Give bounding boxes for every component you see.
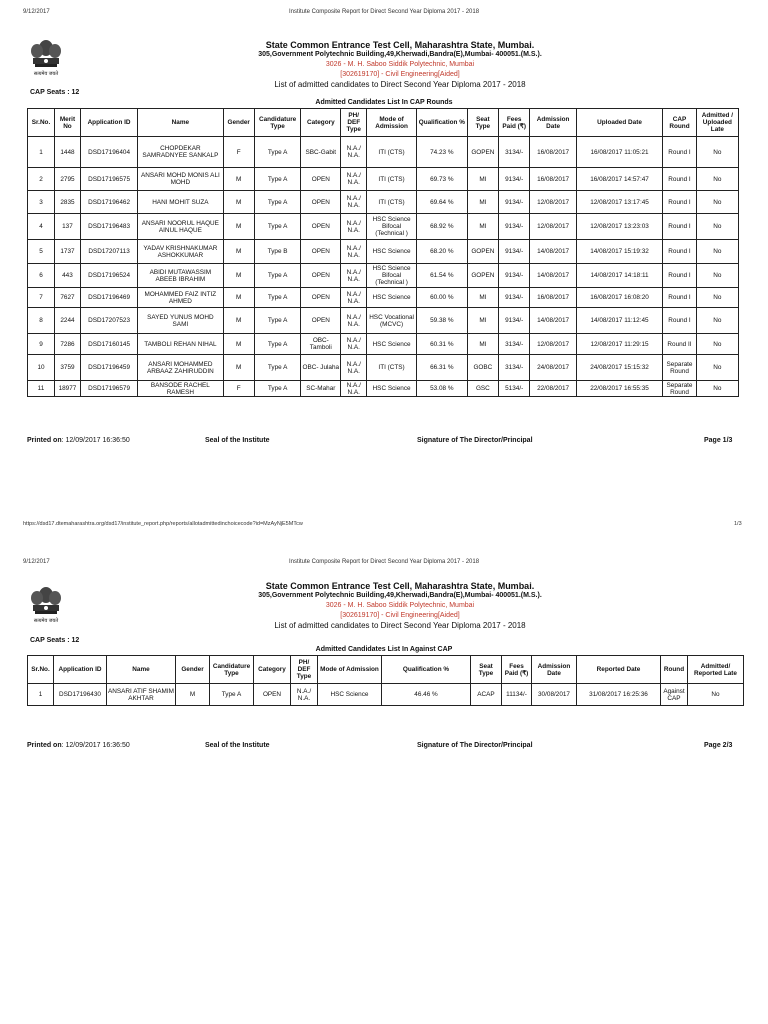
table-row: [28, 168, 739, 191]
table-cell: 12/08/2017 13:17:45: [576, 191, 662, 214]
seal-label: Seal of the Institute: [205, 742, 270, 749]
table-cell: Type A: [254, 214, 300, 240]
table-cell: N.A./ N.A.: [341, 355, 367, 381]
admitted-cap-table: [27, 108, 739, 397]
table-cell: ANSARI MOHAMMED ARBAAZ ZAHIRUDDIN: [138, 355, 223, 381]
table-cell: 9134/-: [499, 191, 530, 214]
column-header: Candidature Type: [210, 656, 254, 684]
table-cell: N.A./ N.A.: [341, 137, 367, 168]
table-cell: No: [696, 355, 738, 381]
table-cell: DSD17196579: [80, 381, 137, 397]
table-cell: 14/08/2017: [530, 240, 576, 264]
table-cell: 74.23 %: [416, 137, 467, 168]
printed-on: Printed on: 12/09/2017 16:36:50: [27, 437, 130, 444]
table-cell: 443: [55, 264, 81, 288]
institute-name: 3026 - M. H. Saboo Siddik Polytechnic, Mumbai: [325, 61, 475, 68]
table-cell: MOHAMMED FAIZ INTIZ AHMED: [138, 288, 223, 308]
column-header: Fees Paid (₹): [499, 109, 530, 137]
table-cell: 9134/-: [499, 308, 530, 334]
table-cell: HSC Science Bifocal (Technical ): [367, 214, 417, 240]
table-cell: 9134/-: [499, 240, 530, 264]
table-cell: 9: [28, 334, 55, 355]
table-cell: 6: [28, 264, 55, 288]
column-header: Uploaded Date: [576, 109, 662, 137]
table-cell: No: [696, 334, 738, 355]
column-header: Admitted / Uploaded Late: [696, 109, 738, 137]
table-cell: HSC Science: [367, 240, 417, 264]
emblem-caption: सत्यमेव जयते: [33, 618, 59, 624]
table-cell: 61.54 %: [416, 264, 467, 288]
table-cell: DSD17207113: [80, 240, 137, 264]
page-url: https://dsd17.dtemaharashtra.org/dsd17/institute_report.php/reports/allotadmittedinchoicecode?id=MzAyNjE5MTcw: [23, 521, 303, 527]
table-cell: OBC- Tamboli: [301, 334, 341, 355]
table-cell: Type A: [254, 308, 300, 334]
table-cell: MI: [467, 191, 498, 214]
table-row: [28, 240, 739, 264]
column-header: Sr.No.: [28, 656, 54, 684]
table-cell: MI: [467, 288, 498, 308]
report-title: Institute Composite Report for Direct Second Year Diploma 2017 - 2018: [288, 9, 480, 15]
table-cell: OPEN: [301, 308, 341, 334]
table-cell: 9134/-: [499, 264, 530, 288]
table-cell: Type A: [254, 288, 300, 308]
table-cell: 3134/-: [499, 334, 530, 355]
table-cell: 18977: [55, 381, 81, 397]
column-header: Round: [661, 656, 688, 684]
cap-seats: CAP Seats : 12: [30, 89, 80, 96]
table-cell: ANSARI MOHD MONIS ALI MOHD: [138, 168, 223, 191]
table-cell: No: [696, 191, 738, 214]
report-title: Institute Composite Report for Direct Second Year Diploma 2017 - 2018: [288, 559, 480, 565]
org-name: State Common Entrance Test Cell, Maharashtra State, Mumbai.: [265, 581, 535, 591]
table-row: [28, 355, 739, 381]
page-number: Page 2/3: [704, 742, 733, 749]
table-cell: HSC Science: [367, 381, 417, 397]
column-header: Mode of Admission: [318, 656, 382, 684]
table-cell: OBC- Julaha: [301, 355, 341, 381]
column-header: Category: [254, 656, 291, 684]
column-header: Admission Date: [532, 656, 577, 684]
table-cell: 7286: [55, 334, 81, 355]
table-cell: HSC Science Bifocal (Technical ): [367, 264, 417, 288]
table-cell: 16/08/2017: [530, 137, 576, 168]
column-header: Gender: [176, 656, 210, 684]
column-header: Mode of Admission: [367, 109, 417, 137]
table-cell: Separate Round: [663, 355, 696, 381]
page-number: Page 1/3: [704, 437, 733, 444]
table-cell: YADAV KRISHNAKUMAR ASHOKKUMAR: [138, 240, 223, 264]
seal-label: Seal of the Institute: [205, 437, 270, 444]
table-cell: 14/08/2017: [530, 308, 576, 334]
table-cell: 53.08 %: [416, 381, 467, 397]
column-header: Admitted/ Reported Late: [688, 656, 744, 684]
table-cell: OPEN: [301, 214, 341, 240]
table-cell: GOPEN: [467, 240, 498, 264]
table-cell: DSD17196404: [80, 137, 137, 168]
table-cell: 12/08/2017: [530, 191, 576, 214]
table-cell: ANSARI ATIF SHAMIM AKHTAR: [107, 684, 176, 706]
table-cell: N.A./ N.A.: [341, 191, 367, 214]
list-title: List of admitted candidates to Direct Second Year Diploma 2017 - 2018: [274, 80, 526, 89]
table-header-row: [28, 656, 744, 684]
table-cell: MI: [467, 308, 498, 334]
table-cell: N.A./ N.A.: [291, 684, 318, 706]
table-header-row: [28, 109, 739, 137]
table-cell: N.A./ N.A.: [341, 288, 367, 308]
table-cell: DSD17160145: [80, 334, 137, 355]
table-cell: HSC Science: [318, 684, 382, 706]
emblem-caption: सत्यमेव जयते: [33, 71, 59, 77]
table-cell: 16/08/2017 11:05:21: [576, 137, 662, 168]
print-date: 9/12/2017: [23, 9, 50, 15]
table-cell: M: [223, 240, 254, 264]
table-cell: DSD17196462: [80, 191, 137, 214]
table-cell: 69.73 %: [416, 168, 467, 191]
table-cell: 2835: [55, 191, 81, 214]
report-header: [130, 40, 670, 90]
table-cell: 59.38 %: [416, 308, 467, 334]
table-cell: 12/08/2017 11:29:15: [576, 334, 662, 355]
table-cell: SC-Mahar: [301, 381, 341, 397]
table-cell: F: [223, 137, 254, 168]
table-cell: 5: [28, 240, 55, 264]
table-cell: MI: [467, 214, 498, 240]
table-cell: GOBC: [467, 355, 498, 381]
table-cell: 30/08/2017: [532, 684, 577, 706]
table-cell: 7: [28, 288, 55, 308]
state-emblem: [26, 585, 66, 630]
table-cell: DSD17196524: [80, 264, 137, 288]
column-header: Merit No: [55, 109, 81, 137]
table-cell: Type A: [210, 684, 254, 706]
table-cell: DSD17196459: [80, 355, 137, 381]
column-header: PH/ DEF Type: [341, 109, 367, 137]
table-cell: 12/08/2017: [530, 214, 576, 240]
list-title: List of admitted candidates to Direct Second Year Diploma 2017 - 2018: [274, 621, 526, 630]
table-cell: 9134/-: [499, 288, 530, 308]
org-name: State Common Entrance Test Cell, Maharashtra State, Mumbai.: [265, 40, 535, 50]
column-header: Qualification %: [382, 656, 471, 684]
report-page-2: [0, 515, 768, 1024]
table-cell: M: [223, 264, 254, 288]
column-header: Sr.No.: [28, 109, 55, 137]
table-cell: ABIDI MUTAWASSIM ABEEB IBRAHIM: [138, 264, 223, 288]
table-cell: Round I: [663, 191, 696, 214]
column-header: Name: [107, 656, 176, 684]
table-cell: Type A: [254, 137, 300, 168]
table-row: [28, 684, 744, 706]
table-cell: 8: [28, 308, 55, 334]
table-cell: ITI (CTS): [367, 137, 417, 168]
table-cell: Round I: [663, 240, 696, 264]
table-cell: 16/08/2017 14:57:47: [576, 168, 662, 191]
table-cell: Round I: [663, 264, 696, 288]
table-cell: 68.92 %: [416, 214, 467, 240]
table-cell: 10: [28, 355, 55, 381]
table-cell: 69.64 %: [416, 191, 467, 214]
table-cell: No: [696, 168, 738, 191]
course-name: [302619170] - Civil Engineering[Aided]: [340, 612, 460, 619]
table-cell: CHOPDEKAR SAMRADNYEE SANKALP: [138, 137, 223, 168]
column-header: Application ID: [80, 109, 137, 137]
table-cell: No: [696, 240, 738, 264]
column-header: Admission Date: [530, 109, 576, 137]
table-cell: 4: [28, 214, 55, 240]
table-cell: 22/08/2017 16:55:35: [576, 381, 662, 397]
table-cell: Type A: [254, 334, 300, 355]
table-cell: 11134/-: [502, 684, 532, 706]
table-cell: Type A: [254, 355, 300, 381]
table-cell: Type A: [254, 191, 300, 214]
table-cell: Round I: [663, 288, 696, 308]
table-cell: MI: [467, 168, 498, 191]
table-cell: 16/08/2017: [530, 168, 576, 191]
table-cell: M: [223, 191, 254, 214]
table-cell: DSD17196469: [80, 288, 137, 308]
table-cell: Against CAP: [661, 684, 688, 706]
table-cell: HANI MOHIT SUZA: [138, 191, 223, 214]
table-cell: Type A: [254, 264, 300, 288]
table-row: [28, 264, 739, 288]
column-header: Application ID: [54, 656, 107, 684]
table-cell: No: [688, 684, 744, 706]
table-row: [28, 137, 739, 168]
column-header: Reported Date: [577, 656, 661, 684]
table-cell: SAYED YUNUS MOHD SAMI: [138, 308, 223, 334]
table-cell: OPEN: [301, 240, 341, 264]
table-cell: 1: [28, 684, 54, 706]
column-header: Candidature Type: [254, 109, 300, 137]
table-cell: N.A./ N.A.: [341, 214, 367, 240]
admitted-against-cap-table: [27, 655, 744, 706]
table-cell: 2244: [55, 308, 81, 334]
table-row: [28, 191, 739, 214]
column-header: Seat Type: [467, 109, 498, 137]
table-cell: Round I: [663, 137, 696, 168]
table-cell: OPEN: [301, 288, 341, 308]
table-cell: N.A./ N.A.: [341, 334, 367, 355]
table-cell: Round II: [663, 334, 696, 355]
org-address: 305,Government Polytechnic Building,49,Kherwadi,Bandra(E),Mumbai- 400051.(M.S.).: [258, 592, 542, 599]
table-cell: 14/08/2017 14:18:11: [576, 264, 662, 288]
table-cell: Round I: [663, 168, 696, 191]
table-cell: TAMBOLI REHAN NIHAL: [138, 334, 223, 355]
table-cell: 22/08/2017: [530, 381, 576, 397]
table-cell: Separate Round: [663, 381, 696, 397]
table-caption-cap: Admitted Candidates List In CAP Rounds: [315, 99, 453, 106]
signature-label: Signature of The Director/Principal: [417, 437, 533, 444]
table-cell: OPEN: [301, 191, 341, 214]
org-address: 305,Government Polytechnic Building,49,Kherwadi,Bandra(E),Mumbai- 400051.(M.S.).: [258, 51, 542, 58]
table-cell: DSD17196483: [80, 214, 137, 240]
table-cell: ITI (CTS): [367, 168, 417, 191]
table-cell: 14/08/2017 15:19:32: [576, 240, 662, 264]
table-cell: DSD17196575: [80, 168, 137, 191]
table-cell: 16/08/2017: [530, 288, 576, 308]
table-cell: 3759: [55, 355, 81, 381]
table-cell: DSD17207523: [80, 308, 137, 334]
table-cell: GSC: [467, 381, 498, 397]
table-cell: OPEN: [301, 264, 341, 288]
table-cell: Type B: [254, 240, 300, 264]
column-header: Gender: [223, 109, 254, 137]
table-caption-against-cap: Admitted Candidates List In Against CAP: [315, 646, 453, 653]
column-header: Fees Paid (₹): [502, 656, 532, 684]
table-cell: 12/08/2017 13:23:03: [576, 214, 662, 240]
report-header-2: [130, 581, 670, 631]
column-header: PH/ DEF Type: [291, 656, 318, 684]
table-cell: N.A./ N.A.: [341, 264, 367, 288]
printed-on: Printed on: 12/09/2017 16:36:50: [27, 742, 130, 749]
table-cell: 14/08/2017 11:12:45: [576, 308, 662, 334]
table-cell: 3134/-: [499, 355, 530, 381]
table-cell: N.A./ N.A.: [341, 240, 367, 264]
table-cell: ACAP: [471, 684, 502, 706]
table-cell: 5134/-: [499, 381, 530, 397]
table-cell: M: [223, 308, 254, 334]
table-cell: 137: [55, 214, 81, 240]
table-cell: OPEN: [301, 168, 341, 191]
table-cell: 14/08/2017: [530, 264, 576, 288]
table-cell: 16/08/2017 16:08:20: [576, 288, 662, 308]
table-cell: HSC Vocational (MCVC): [367, 308, 417, 334]
table-row: [28, 288, 739, 308]
cap-seats: CAP Seats : 12: [30, 637, 80, 644]
table-cell: Type A: [254, 381, 300, 397]
table-cell: Round I: [663, 308, 696, 334]
table-cell: 1: [28, 137, 55, 168]
table-cell: 3134/-: [499, 137, 530, 168]
table-cell: 9134/-: [499, 168, 530, 191]
table-cell: ANSARI NOORUL HAQUE AINUL HAQUE: [138, 214, 223, 240]
table-cell: ITI (CTS): [367, 355, 417, 381]
institute-name: 3026 - M. H. Saboo Siddik Polytechnic, Mumbai: [325, 602, 475, 609]
table-cell: BANSODE RACHEL RAMESH: [138, 381, 223, 397]
table-cell: No: [696, 264, 738, 288]
table-cell: N.A./ N.A.: [341, 308, 367, 334]
table-cell: HSC Science: [367, 334, 417, 355]
column-header: CAP Round: [663, 109, 696, 137]
table-cell: GOPEN: [467, 137, 498, 168]
table-cell: N.A./ N.A.: [341, 381, 367, 397]
table-cell: 24/08/2017: [530, 355, 576, 381]
column-header: Name: [138, 109, 223, 137]
table-cell: F: [223, 381, 254, 397]
table-cell: 3: [28, 191, 55, 214]
table-cell: 1737: [55, 240, 81, 264]
signature-label: Signature of The Director/Principal: [417, 742, 533, 749]
table-cell: No: [696, 137, 738, 168]
table-cell: DSD17196430: [54, 684, 107, 706]
table-cell: MI: [467, 334, 498, 355]
column-header: Seat Type: [471, 656, 502, 684]
table-cell: 2795: [55, 168, 81, 191]
table-cell: Round I: [663, 214, 696, 240]
table-cell: N.A./ N.A.: [341, 168, 367, 191]
table-cell: No: [696, 308, 738, 334]
table-cell: HSC Science: [367, 288, 417, 308]
table-cell: M: [223, 288, 254, 308]
column-header: Qualification %: [416, 109, 467, 137]
table-cell: M: [223, 355, 254, 381]
browser-page-number: 1/3: [734, 521, 742, 527]
table-cell: 46.46 %: [382, 684, 471, 706]
table-cell: No: [696, 381, 738, 397]
table-cell: 66.31 %: [416, 355, 467, 381]
table-cell: SBC-Gabit: [301, 137, 341, 168]
table-cell: No: [696, 288, 738, 308]
column-header: Category: [301, 109, 341, 137]
table-cell: GOPEN: [467, 264, 498, 288]
table-cell: 9134/-: [499, 214, 530, 240]
table-row: [28, 214, 739, 240]
table-cell: 2: [28, 168, 55, 191]
table-cell: 68.20 %: [416, 240, 467, 264]
table-cell: 7627: [55, 288, 81, 308]
table-cell: 60.00 %: [416, 288, 467, 308]
table-cell: 60.31 %: [416, 334, 467, 355]
table-cell: OPEN: [254, 684, 291, 706]
table-cell: M: [176, 684, 210, 706]
table-cell: 1448: [55, 137, 81, 168]
course-name: [302619170] - Civil Engineering[Aided]: [340, 71, 460, 78]
table-cell: ITI (CTS): [367, 191, 417, 214]
table-cell: M: [223, 168, 254, 191]
table-cell: No: [696, 214, 738, 240]
table-row: [28, 381, 739, 397]
table-cell: 12/08/2017: [530, 334, 576, 355]
print-date: 9/12/2017: [23, 559, 50, 565]
table-cell: M: [223, 214, 254, 240]
table-cell: Type A: [254, 168, 300, 191]
table-row: [28, 308, 739, 334]
table-cell: M: [223, 334, 254, 355]
table-row: [28, 334, 739, 355]
table-cell: 11: [28, 381, 55, 397]
table-cell: 24/08/2017 15:15:32: [576, 355, 662, 381]
table-cell: 31/08/2017 16:25:36: [577, 684, 661, 706]
state-emblem: [26, 38, 66, 83]
